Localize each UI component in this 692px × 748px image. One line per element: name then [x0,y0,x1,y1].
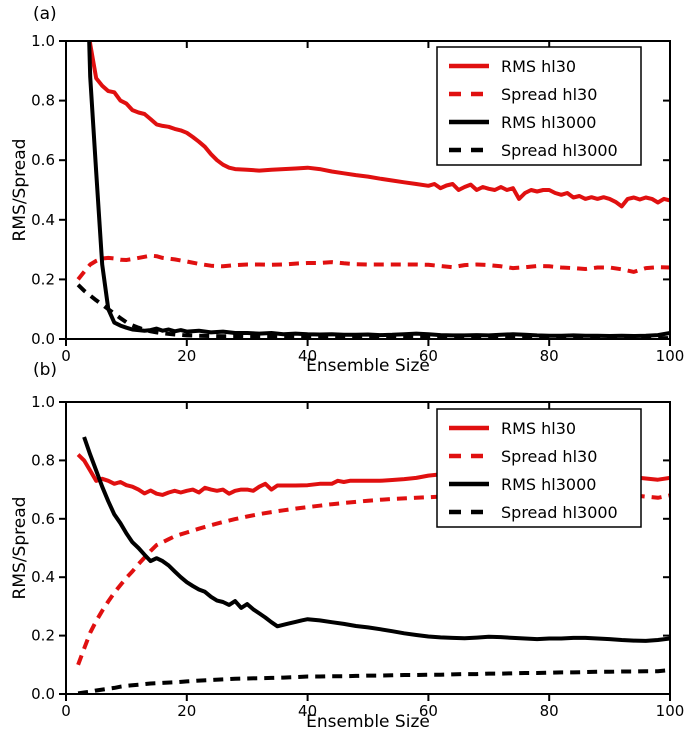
legend-label-spread-hl3000: Spread hl3000 [501,503,618,522]
series-line-spread-hl3000 [78,670,670,693]
legend-label-spread-hl3000: Spread hl3000 [501,141,618,160]
y-tick-label: 0.2 [31,626,55,645]
legend-label-rms-hl30: RMS hl30 [501,57,577,76]
x-tick-label: 100 [655,347,685,365]
x-tick-label: 20 [177,702,197,720]
y-tick-label: 0.0 [31,330,55,348]
x-tick-label: 60 [418,347,438,365]
legend-label-rms-hl3000: RMS hl3000 [501,475,597,494]
y-tick-label: 0.6 [31,509,55,528]
panel-a-label: (a) [33,4,57,24]
x-tick-label: 80 [539,702,559,720]
y-tick-label: 0.8 [31,451,55,470]
y-tick-label: 1.0 [31,32,55,50]
legend-label-spread-hl30: Spread hl30 [501,85,598,104]
x-tick-label: 80 [539,347,559,365]
series-line-spread-hl30 [78,256,670,280]
legend-label-spread-hl30: Spread hl30 [501,447,598,466]
x-tick-label: 40 [298,702,318,720]
y-tick-label: 0.4 [31,568,55,587]
x-tick-label: 100 [655,702,685,720]
y-tick-label: 0.4 [31,210,55,229]
y-tick-label: 0.6 [31,151,55,170]
x-tick-label: 60 [418,702,438,720]
legend-label-rms-hl3000: RMS hl3000 [501,113,597,132]
y-tick-label: 0.8 [31,91,55,110]
panel-b-plot [0,374,692,748]
x-tick-label: 40 [298,347,318,365]
y-tick-label: 0.2 [31,270,55,289]
x-tick-label: 0 [61,702,71,720]
y-tick-label: 1.0 [31,393,55,411]
panel-b-xaxis-title: Ensemble Size [306,712,430,732]
y-tick-label: 0.0 [31,685,55,703]
panel-a-xaxis-title: Ensemble Size [306,356,430,376]
x-tick-label: 0 [61,347,71,365]
panel-b-label: (b) [33,360,58,380]
panel-a-yaxis-title: RMS/Spread [10,138,30,242]
legend-label-rms-hl30: RMS hl30 [501,419,577,438]
panel-b-yaxis-title: RMS/Spread [10,496,30,600]
x-tick-label: 20 [177,347,197,365]
